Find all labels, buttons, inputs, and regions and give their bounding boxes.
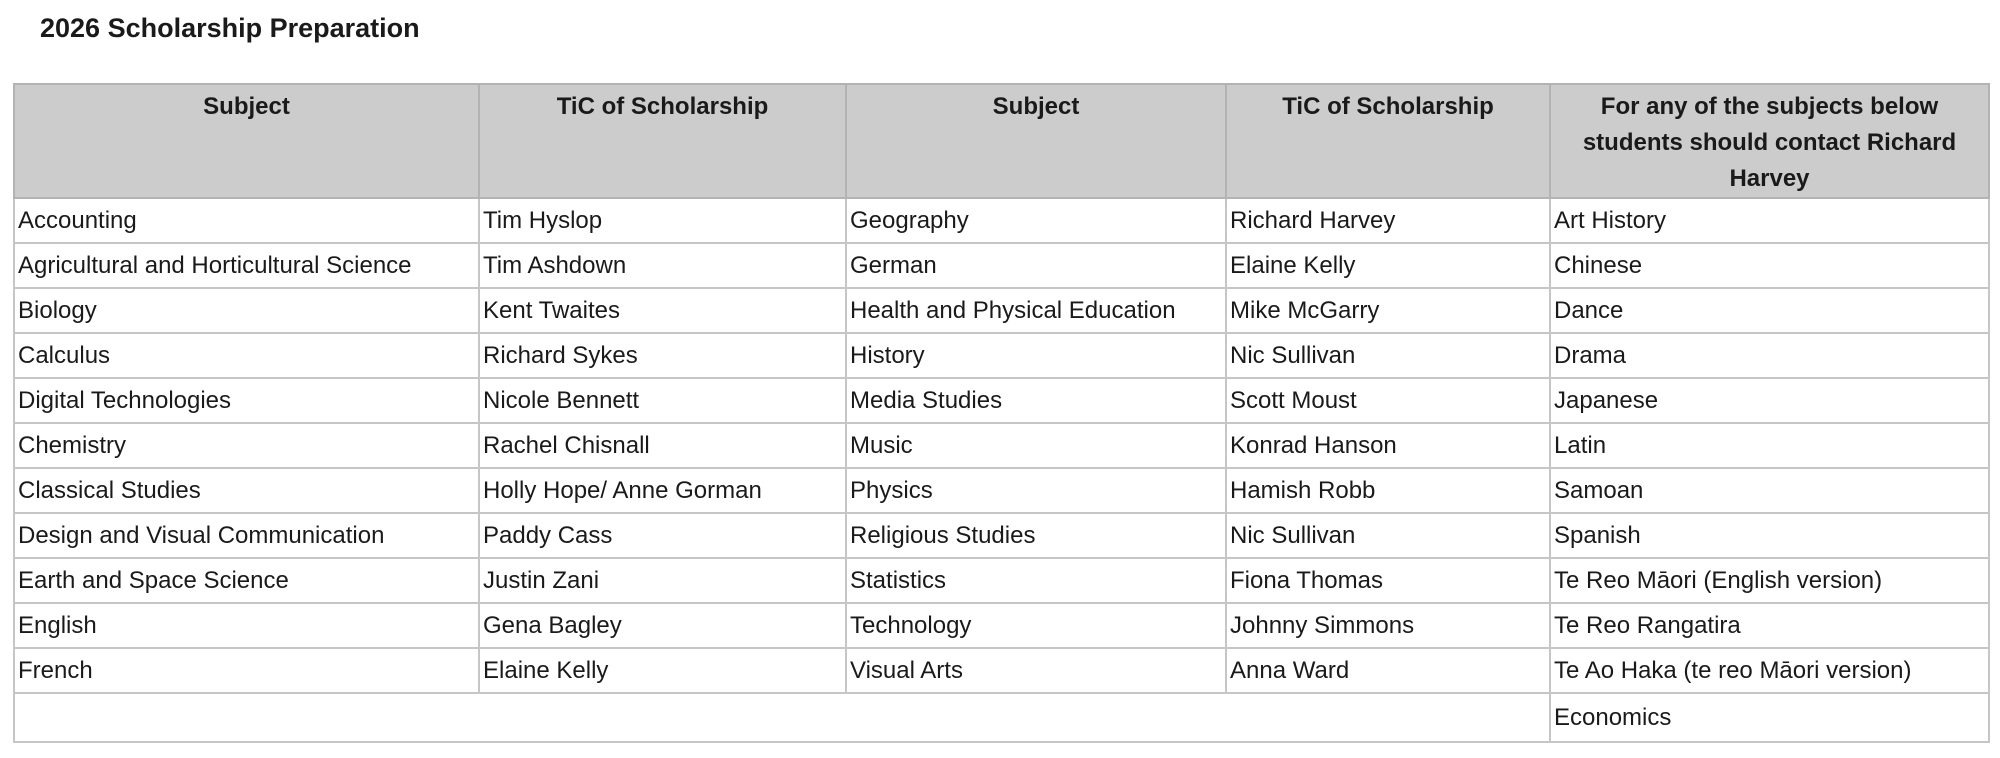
table-row <box>14 198 1989 243</box>
other-subject-cell: Samoan <box>1550 468 1989 513</box>
empty-cell <box>14 693 479 742</box>
tic-cell: Tim Hyslop <box>479 198 846 243</box>
other-subject-cell: Te Reo Rangatira <box>1550 603 1989 648</box>
subject-cell: Classical Studies <box>14 468 479 513</box>
subject-cell: Geography <box>846 198 1226 243</box>
tic-cell: Kent Twaites <box>479 288 846 333</box>
empty-cell <box>479 693 846 742</box>
subject-cell: German <box>846 243 1226 288</box>
header-tic-1: TiC of Scholarship <box>479 84 846 198</box>
tic-cell: Mike McGarry <box>1226 288 1550 333</box>
header-tic-2: TiC of Scholarship <box>1226 84 1550 198</box>
table-row <box>14 378 1989 423</box>
other-subject-cell: Dance <box>1550 288 1989 333</box>
table-row <box>14 423 1989 468</box>
other-subject-cell: Chinese <box>1550 243 1989 288</box>
other-subject-cell: Economics <box>1550 693 1989 742</box>
table-row <box>14 513 1989 558</box>
other-subject-cell: Te Reo Māori (English version) <box>1550 558 1989 603</box>
empty-cell <box>1226 693 1550 742</box>
subject-cell: Calculus <box>14 333 479 378</box>
tic-cell: Paddy Cass <box>479 513 846 558</box>
other-subject-cell: Spanish <box>1550 513 1989 558</box>
header-subject-2: Subject <box>846 84 1226 198</box>
table-row <box>14 603 1989 648</box>
subject-cell: Health and Physical Education <box>846 288 1226 333</box>
tic-cell: Johnny Simmons <box>1226 603 1550 648</box>
table-row <box>14 468 1989 513</box>
header-subject-1: Subject <box>14 84 479 198</box>
subject-cell: Religious Studies <box>846 513 1226 558</box>
tic-cell: Konrad Hanson <box>1226 423 1550 468</box>
document-title: 2026 Scholarship Preparation <box>40 13 420 43</box>
subject-cell: Statistics <box>846 558 1226 603</box>
subject-cell: History <box>846 333 1226 378</box>
subject-cell: Biology <box>14 288 479 333</box>
table-row <box>14 243 1989 288</box>
tic-cell: Gena Bagley <box>479 603 846 648</box>
scholarship-table <box>13 83 1990 743</box>
other-subject-cell: Drama <box>1550 333 1989 378</box>
tic-cell: Nic Sullivan <box>1226 333 1550 378</box>
table-row <box>14 333 1989 378</box>
tic-cell: Elaine Kelly <box>479 648 846 693</box>
table-row <box>14 693 1989 742</box>
subject-cell: Visual Arts <box>846 648 1226 693</box>
table-row <box>14 648 1989 693</box>
other-subject-cell: Latin <box>1550 423 1989 468</box>
subject-cell: Technology <box>846 603 1226 648</box>
other-subject-cell: Japanese <box>1550 378 1989 423</box>
tic-cell: Richard Sykes <box>479 333 846 378</box>
tic-cell: Anna Ward <box>1226 648 1550 693</box>
subject-cell: English <box>14 603 479 648</box>
tic-cell: Scott Moust <box>1226 378 1550 423</box>
tic-cell: Fiona Thomas <box>1226 558 1550 603</box>
tic-cell: Elaine Kelly <box>1226 243 1550 288</box>
subject-cell: French <box>14 648 479 693</box>
tic-cell: Richard Harvey <box>1226 198 1550 243</box>
other-subject-cell: Te Ao Haka (te reo Māori version) <box>1550 648 1989 693</box>
subject-cell: Music <box>846 423 1226 468</box>
tic-cell: Nicole Bennett <box>479 378 846 423</box>
empty-cell <box>846 693 1226 742</box>
subject-cell: Digital Technologies <box>14 378 479 423</box>
subject-cell: Media Studies <box>846 378 1226 423</box>
tic-cell: Justin Zani <box>479 558 846 603</box>
subject-cell: Design and Visual Communication <box>14 513 479 558</box>
subject-cell: Physics <box>846 468 1226 513</box>
subject-cell: Earth and Space Science <box>14 558 479 603</box>
table-row <box>14 288 1989 333</box>
header-contact-note: For any of the subjects below students should contact Richard Harvey <box>1550 84 1989 198</box>
tic-cell: Tim Ashdown <box>479 243 846 288</box>
table-row <box>14 558 1989 603</box>
tic-cell: Nic Sullivan <box>1226 513 1550 558</box>
other-subject-cell: Art History <box>1550 198 1989 243</box>
subject-cell: Agricultural and Horticultural Science <box>14 243 479 288</box>
subject-cell: Accounting <box>14 198 479 243</box>
header-row <box>14 84 1989 198</box>
tic-cell: Hamish Robb <box>1226 468 1550 513</box>
tic-cell: Holly Hope/ Anne Gorman <box>479 468 846 513</box>
subject-cell: Chemistry <box>14 423 479 468</box>
tic-cell: Rachel Chisnall <box>479 423 846 468</box>
